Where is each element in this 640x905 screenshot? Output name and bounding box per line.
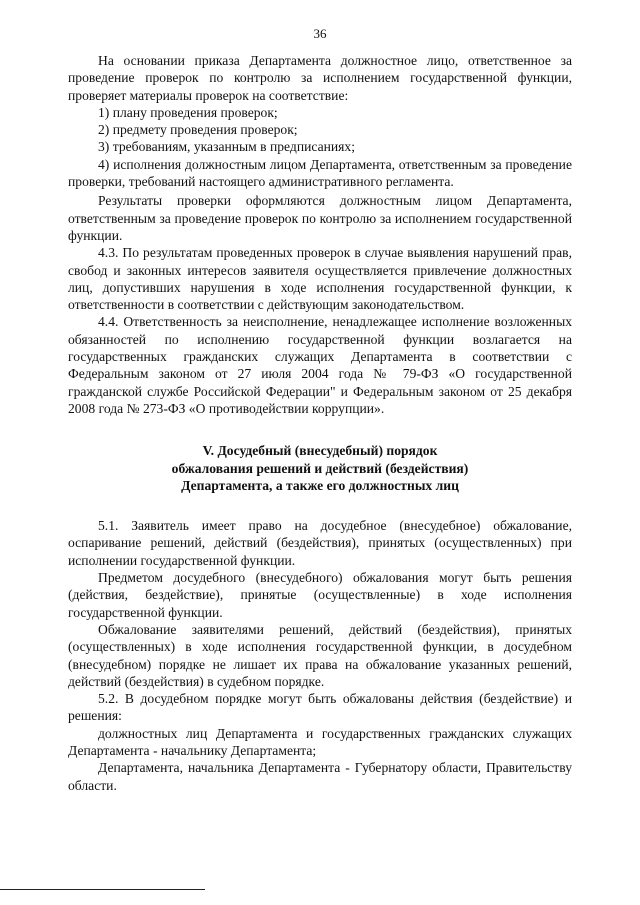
paragraph-5-2: 5.2. В досудебном порядке могут быть обжалованы действия (бездействие) и решения: <box>68 691 572 724</box>
paragraph-4-3: 4.3. По результатам проведенных проверок в случае выявления нарушений прав, свобод и законных интересов заявителя осуществляется привлечение должностных лиц, допустивших нарушения в ходе исполнения государственной функции, к ответственности в соответствии с действующим законодательством. <box>68 245 572 313</box>
section-heading-line: обжалования решений и действий (бездействия) <box>171 460 469 476</box>
section-heading <box>68 442 572 494</box>
footer-rule <box>0 889 205 890</box>
section-heading-line: Департамента, а также его должностных лиц <box>181 477 459 493</box>
list-item: 4) исполнения должностным лицом Департамента, ответственным за проведение проверки, требований настоящего административного регламента. <box>68 156 572 190</box>
list-item: должностных лиц Департамента и государственных гражданских служащих Департамента - начальнику Департамента; <box>68 725 572 758</box>
paragraph: Результаты проверки оформляются должностным лицом Департамента, ответственным за проведение проверок по контролю за исполнением государственной функции. <box>68 193 572 243</box>
list-item: Департамента, начальника Департамента - Губернатору области, Правительству области. <box>68 760 572 793</box>
document-body <box>68 52 572 794</box>
list-item: 1) плану проведения проверок; <box>98 104 278 120</box>
page-number: 36 <box>313 26 327 41</box>
list-item: 2) предмету проведения проверок; <box>98 122 298 138</box>
list-item: 3) требованиям, указанным в предписаниях; <box>98 139 355 155</box>
paragraph: Обжалование заявителями решений, действий (бездействия), принятых (осуществленных) в ходе исполнения государственной функции, в досудебном (внесудебном) порядке не лишает их права на обжалование указанных решений, действий (бездействия) в судебном порядке. <box>68 621 572 689</box>
paragraph: Предметом досудебного (внесудебного) обжалования могут быть решения (действия, бездействие), принятые (осуществленные) в ходе исполнения государственной функции. <box>68 570 572 620</box>
section-heading-line: V. Досудебный (внесудебный) порядок <box>202 443 438 459</box>
paragraph: На основании приказа Департамента должностное лицо, ответственное за проведение проверок по контролю за исполнением государственной функции, проверяет материалы проверок на соответствие: <box>68 53 572 103</box>
paragraph-5-1: 5.1. Заявитель имеет право на досудебное (внесудебное) обжалование, оспаривание решений, действий (бездействия), принятых (осуществленных) при исполнении государственной функции. <box>68 518 572 568</box>
paragraph-4-4: 4.4. Ответственность за неисполнение, ненадлежащее исполнение возложенных обязанностей по исполнению государственной функции возлагается на государственных гражданских служащих Департамента в соответствии с Федеральным законом от 27 июля 2004 года № 79-ФЗ «О государственной гражданской службе Российской Федерации" и Федеральным законом от 25 декабря 2008 года № 273-ФЗ «О противодействии коррупции». <box>68 314 572 416</box>
